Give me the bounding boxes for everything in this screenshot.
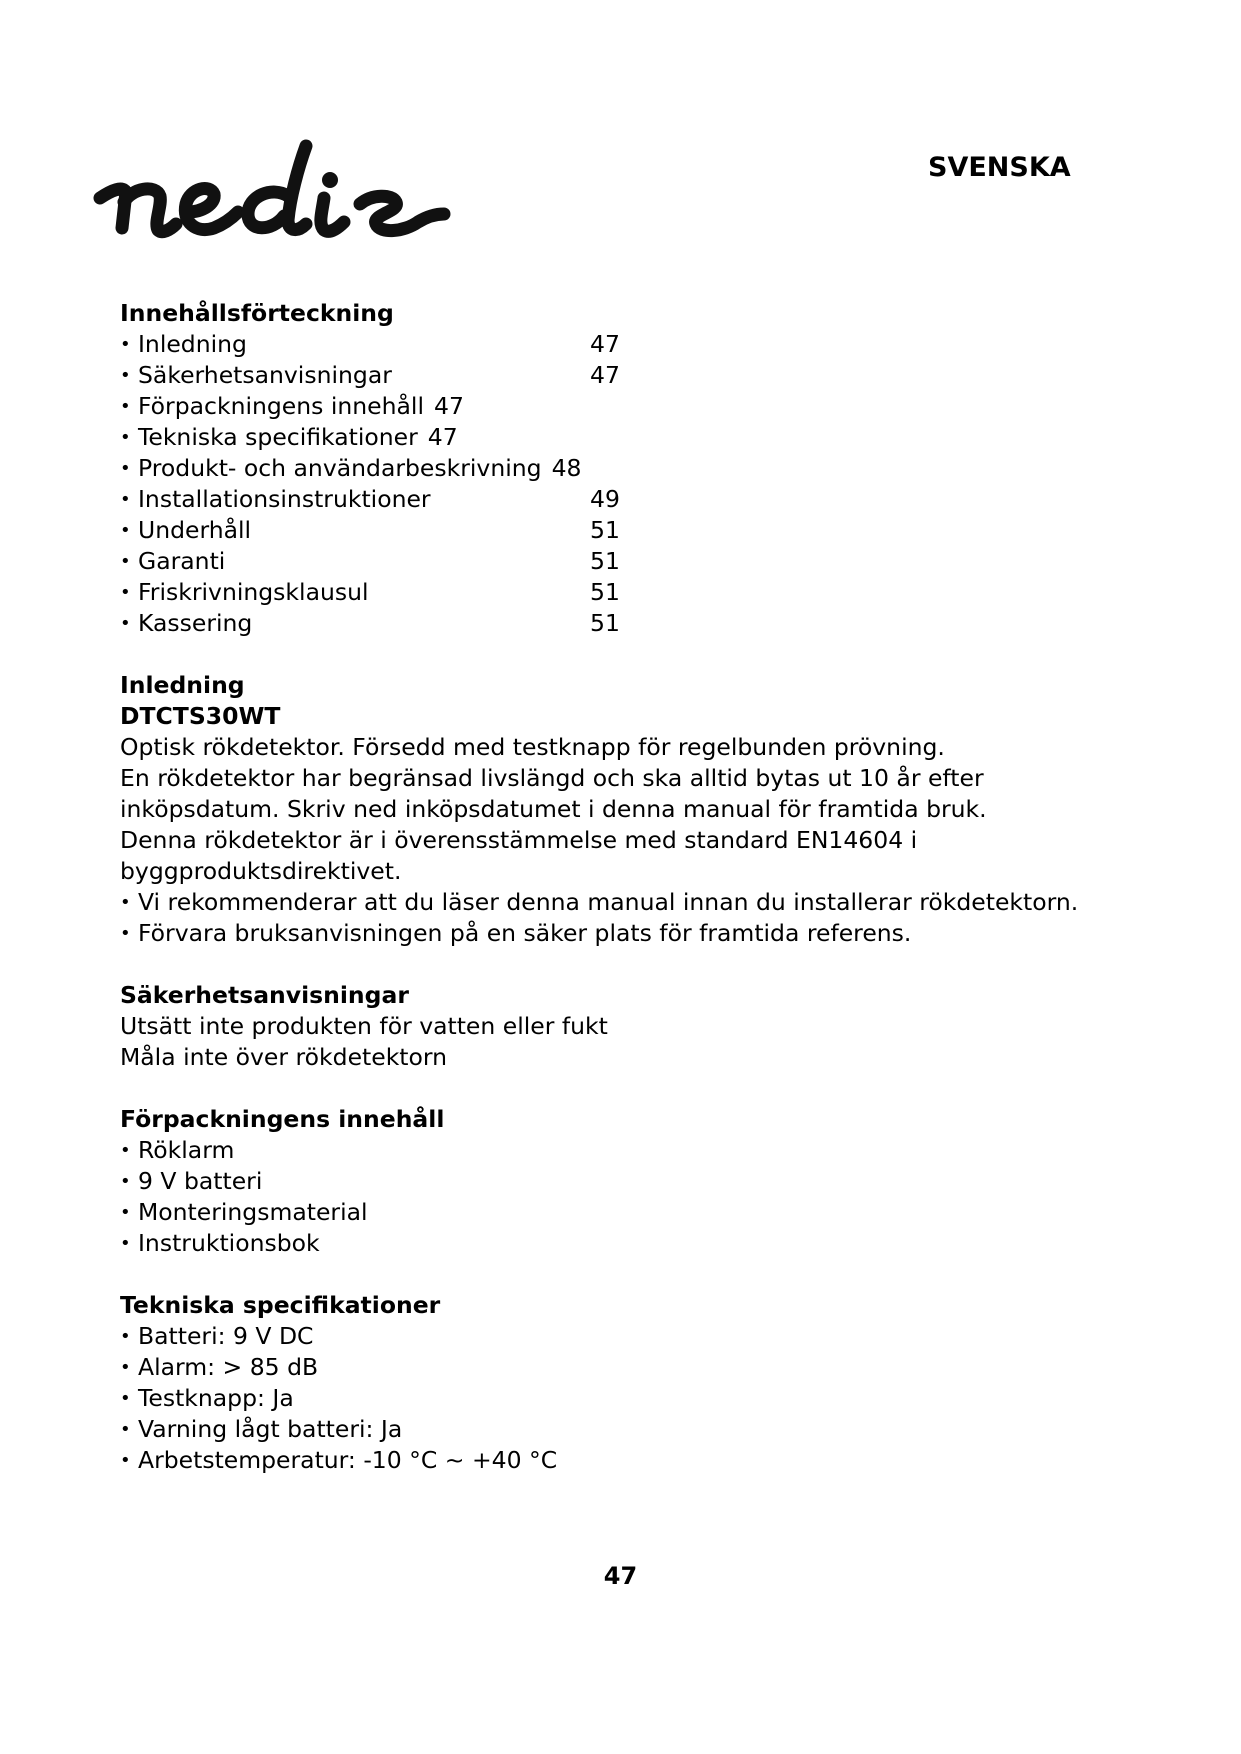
toc-item-label: Underhåll: [138, 516, 252, 544]
toc-item: [120, 577, 1120, 608]
intro-paragraph: Optisk rökdetektor. Försedd med testknapp för regelbunden prövning.: [120, 733, 945, 761]
toc-item-page: 51: [590, 609, 620, 637]
language-label: SVENSKA: [928, 152, 1071, 183]
package-section: [120, 1104, 1120, 1259]
toc-item-label: Förpackningens innehåll: [138, 392, 424, 420]
intro-title: Inledning: [120, 671, 245, 699]
toc-item: [120, 422, 1120, 453]
list-item: • Instruktionsbok: [120, 1228, 1120, 1259]
intro-paragraph: byggproduktsdirektivet.: [120, 857, 402, 885]
list-item: • Batteri: 9 V DC: [120, 1321, 1120, 1352]
toc-item-page: 51: [590, 516, 620, 544]
page-number: 47: [603, 1562, 638, 1590]
intro-paragraph: inköpsdatum. Skriv ned inköpsdatumet i denna manual för framtida bruk.: [120, 795, 987, 823]
toc-item-label: Installationsinstruktioner: [138, 485, 431, 513]
nedis-logo: [92, 138, 452, 248]
toc-item-label: Inledning: [138, 330, 247, 358]
safety-title: Säkerhetsanvisningar: [120, 981, 409, 1009]
toc-item-page: 47: [590, 330, 620, 358]
intro-paragraph: En rökdetektor har begränsad livslängd och ska alltid bytas ut 10 år efter: [120, 764, 984, 792]
toc-item: [120, 608, 1120, 639]
list-item: • Alarm: > 85 dB: [120, 1352, 1120, 1383]
specs-section: [120, 1290, 1120, 1476]
toc-item-label: Kassering: [138, 609, 253, 637]
toc-item-page: 49: [590, 485, 620, 513]
toc-item: [120, 360, 1120, 391]
intro-paragraph: Denna rökdetektor är i överensstämmelse med standard EN14604 i: [120, 826, 918, 854]
list-item: • Röklarm: [120, 1135, 1120, 1166]
toc-section: [120, 298, 1120, 639]
toc-item-label: Garanti: [138, 547, 226, 575]
toc-item-page: 47: [427, 423, 458, 451]
list-item: • Arbetstemperatur: -10 °C ~ +40 °C: [120, 1445, 1120, 1476]
toc-item-label: Produkt- och användarbeskrivning: [138, 454, 542, 482]
toc-item: [120, 515, 1120, 546]
intro-section: [120, 670, 1120, 949]
toc-item-label: Tekniska specifikationer: [138, 423, 418, 451]
toc-title: Innehållsförteckning: [120, 299, 394, 327]
toc-item-label: Friskrivningsklausul: [138, 578, 369, 606]
toc-item: [120, 484, 1120, 515]
list-item: • Förvara bruksanvisningen på en säker plats för framtida referens.: [120, 918, 1120, 949]
toc-item-page: 47: [434, 392, 464, 420]
package-title: Förpackningens innehåll: [120, 1105, 445, 1133]
list-item: • Vi rekommenderar att du läser denna manual innan du installerar rökdetektorn.: [120, 887, 1120, 918]
toc-item: [120, 329, 1120, 360]
toc-item-label: Säkerhetsanvisningar: [138, 361, 392, 389]
toc-item-page: 48: [551, 454, 582, 482]
model-number: DTCTS30WT: [120, 702, 281, 730]
list-item: • Varning lågt batteri: Ja: [120, 1414, 1120, 1445]
toc-item-page: 47: [590, 361, 620, 389]
list-item: • 9 V batteri: [120, 1166, 1120, 1197]
specs-title: Tekniska specifikationer: [120, 1291, 441, 1319]
list-item: • Testknapp: Ja: [120, 1383, 1120, 1414]
toc-item-page: 51: [590, 547, 620, 575]
safety-section: [120, 980, 1120, 1073]
list-item: • Monteringsmaterial: [120, 1197, 1120, 1228]
toc-item: [120, 546, 1120, 577]
toc-item-page: 51: [590, 578, 620, 606]
safety-line: Utsätt inte produkten för vatten eller fukt: [120, 1012, 608, 1040]
safety-line: Måla inte över rökdetektorn: [120, 1043, 448, 1071]
toc-item: [120, 391, 1120, 422]
document-body: [120, 298, 1120, 1507]
toc-item: [120, 453, 1120, 484]
